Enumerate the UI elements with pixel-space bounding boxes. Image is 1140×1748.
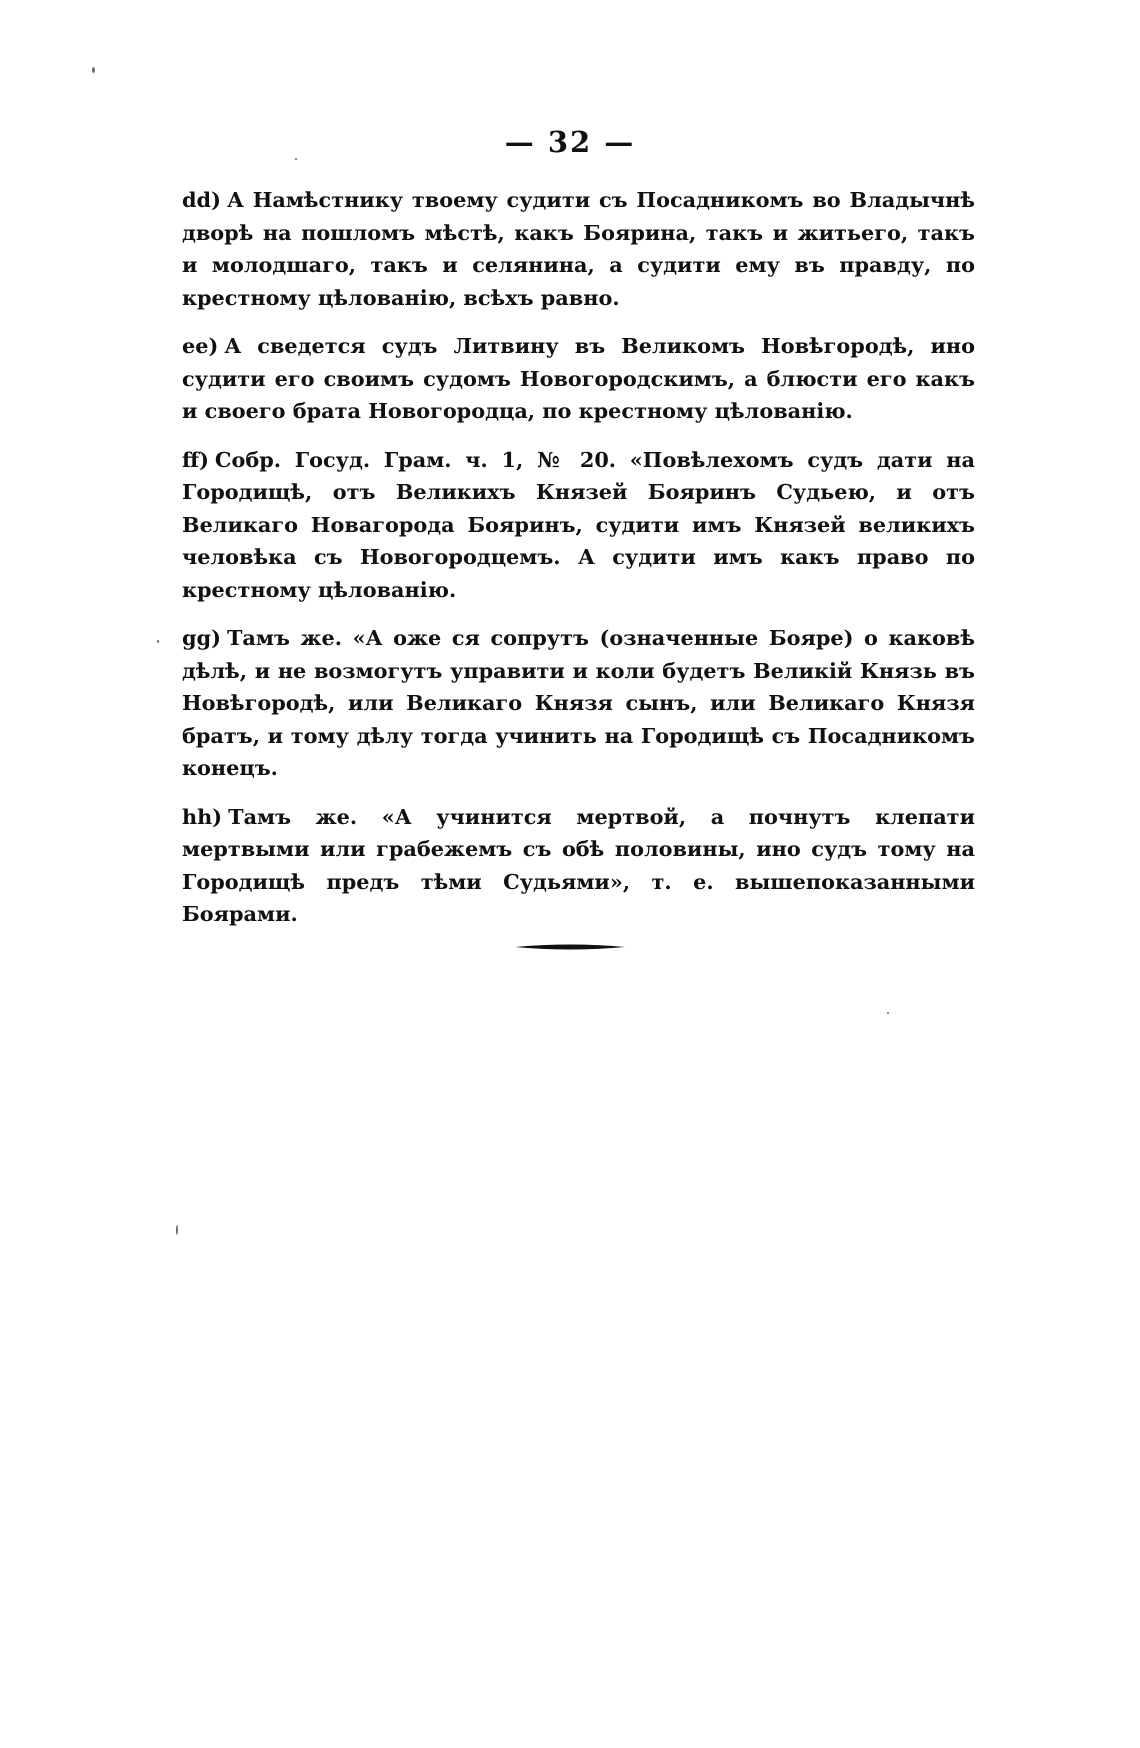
footnote-hh: [182, 801, 975, 931]
footnote-marker: ff): [182, 446, 209, 472]
footnote-marker: hh): [182, 803, 223, 829]
footnote-text: Собр. Госуд. Грам. ч. 1, № 20. «Повѣлехомъ судъ дати на Городищѣ, отъ Великихъ Князей Бояринъ Судьею, и отъ Великаго Новагорода Бояринъ, судити имъ Князей великихъ человѣка съ Новогородцемъ. А судити имъ какъ право по крестному цѣлованію.: [182, 446, 975, 602]
print-speck: [887, 1012, 889, 1014]
end-ornament-rule: [515, 943, 625, 951]
page-number: — 32 —: [504, 125, 636, 159]
print-speck: [157, 640, 159, 643]
footnote-text: А сведется судъ Литвину въ Великомъ Новѣгородѣ, ино судити его своимъ судомъ Новогородскимъ, а блюсти его какъ и своего брата Новогородца, по крестному цѣлованію.: [182, 333, 975, 423]
footnote-ee: [182, 330, 975, 428]
print-speck: [295, 158, 297, 160]
footnote-marker: dd): [182, 187, 221, 212]
print-speck: [92, 67, 95, 73]
print-speck: [176, 1225, 178, 1235]
footnote-ff: [182, 444, 975, 607]
footnote-text: А Намѣстнику твоему судити съ Посадникомъ во Владычнѣ дворѣ на пошломъ мѣстѣ, какъ Боярина, такъ и житьего, такъ и молодшаго, такъ и селянина, а судити ему въ правду, по крестному цѣлованію, всѣхъ равно.: [182, 187, 975, 310]
footnote-gg: [182, 622, 975, 785]
footnote-marker: gg): [182, 625, 221, 650]
footnote-dd: [182, 184, 975, 314]
footnotes-block: [182, 184, 975, 947]
footnote-text: Тамъ же. «А учинится мертвой, а почнутъ клепати мертвыми или грабежемъ съ обѣ половины, ино судъ тому на Городищѣ предъ тѣми Судьями», т. е. вышепоказанными Боярами.: [182, 803, 975, 926]
footnote-text: Тамъ же. «А оже ся сопрутъ (означенные Бояре) о каковѣ дѣлѣ, и не возмогутъ управити и коли будетъ Великій Князь въ Новѣгородѣ, или Великаго Князя сынъ, или Великаго Князя братъ, и тому дѣлу тогда учинить на Городищѣ съ Посадникомъ конецъ.: [182, 625, 975, 780]
footnote-marker: ee): [182, 333, 219, 358]
